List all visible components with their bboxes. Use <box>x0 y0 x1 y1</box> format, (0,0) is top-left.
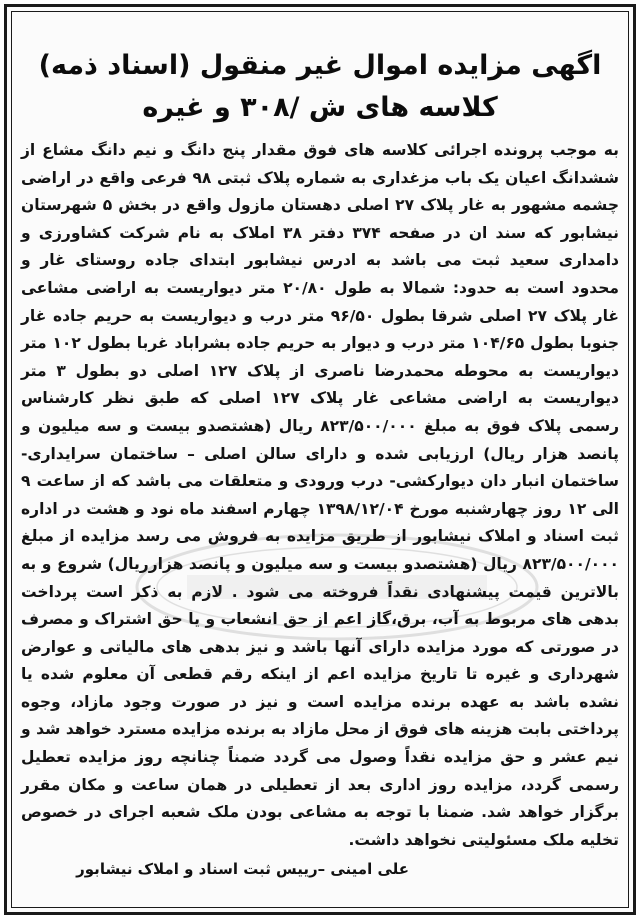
notice-title <box>21 45 619 129</box>
notice-content <box>21 45 619 882</box>
notice-frame <box>4 4 636 915</box>
notice-title-line-1: اگهی مزایده اموال غیر منقول (اسناد ذمه) <box>38 50 602 81</box>
notice-signature: علی امینی –رییس ثبت اسناد و املاک نیشابور <box>76 860 409 879</box>
notice-body: به موجب پرونده اجرائی کلاسه های فوق مقدار پنج دانگ و نیم دانگ مشاع از ششدانگ اعیان یک باب مزغداری به شماره پلاک ثبتی ۹۸ فرعی واقع در اراضی چشمه مشهور به غار پلاک ۲۷ اصلی دهستان مازول واقع در بخش ۵ شهرستان نیشابور که سند ان در صفحه ۳۷۴ دفتر ۳۸ املاک به نام شرکت کشاورزی و دامداری سعید ثبت می باشد به ادرس نیشابور ابتدای جاده روستای غار و محدود است به حدود: شمالا به طول ۲۰/۸۰ متر دیواریست به اراضی مشاعی غار پلاک ۲۷ اصلی شرقا بطول ۹۶/۵۰ متر درب و دیواریست به حریم جاده غار جنوبا بطول ۱۰۴/۶۵ متر درب و دیوار به حریم جاده بشراباد غربا بطول ۱۰۲ متر دیواریست به محوطه محمدرضا ناصری از پلاک ۱۲۷ اصلی دو بطول ۳ متر دیواریست به اراضی مشاعی غار پلاک ۱۲۷ اصلی که طبق نظر کارشناس رسمی پلاک فوق به مبلغ ۸۲۳/۵۰۰/۰۰۰ ریال (هشتصدو بیست و سه میلیون و پانصد هزار ریال) ارزیابی شده و دارای سالن اصلی – ساختمان سرایداری- ساختمان انبار دان دیوارکشی- درب ورودی و متعلقات می باشد که از ساعت ۹ الی ۱۲ روز چهارشنبه مورخ ۱۳۹۸/۱۲/۰۴ چهارم اسفند ماه نود و هشت در اداره ثبت اسناد و املاک نیشابور از طریق مزایده به فروش می رسد مزایده از مبلغ ۸۲۳/۵۰۰/۰۰۰ ریال (هشتصدو بیست و سه میلیون و پانصد هزارریال) شروع و به بالاترین قیمت پیشنهادی نقداً فروخته می شود . لازم به ذکر است پرداخت بدهی های مربوط به آب، برق،گاز اعم از حق انشعاب و یا حق اشتراک و مصرف در صورتی که مورد مزایده دارای آنها باشد و نیز بدهی های مالیاتی و عوارض شهرداری و غیره تا تاریخ مزایده اعم از اینکه رقم قطعی آن معلوم شده یا نشده باشد به عهده برنده مزایده است و نیز در صورت وجود مازاد، وجوه پرداختی بابت هزینه های فوق از محل مازاد به برنده مزایده مسترد خواهد شد و نیم عشر و حق مزایده نقداً وصول می گردد ضمناً چنانچه روز مزایده تعطیل رسمی گردد، مزایده روز اداری بعد از تعطیلی در همان ساعت و مکان مقرر برگزار خواهد شد. ضمنا با توجه به مشاعی بودن ملک شعبه اجرای در خصوص تخلیه ملک مسئولیتی نخواهد داشت. <box>21 141 620 849</box>
notice-title-line-2: کلاسه های ش /۳۰۸ و غیره <box>142 92 498 123</box>
